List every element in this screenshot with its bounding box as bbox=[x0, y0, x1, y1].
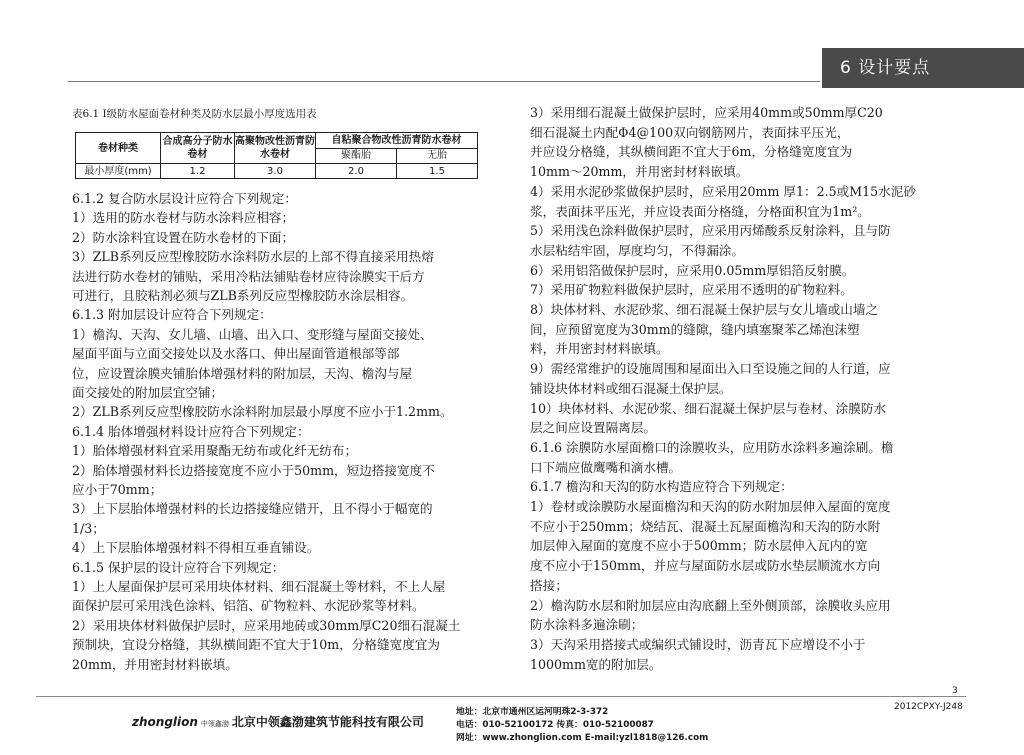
text-line: 5）采用浅色涂料做保护层时，应采用丙烯酸系反射涂料，且与防 bbox=[530, 223, 891, 239]
logo-wordmark: zhonglion bbox=[132, 715, 198, 729]
text-line: 4）采用水泥砂浆做保护层时，应采用20mm 厚1：2.5或M15水泥砂 bbox=[530, 183, 916, 199]
text-line: 9）需经常维护的设施周围和屋面出入口至设施之间的人行道，应 bbox=[530, 361, 891, 377]
text-line: 20mm，并用密封材料嵌填。 bbox=[72, 656, 238, 672]
text-line: 料，并用密封材料嵌填。 bbox=[530, 341, 669, 357]
text-line: 6.1.2 复合防水层设计应符合下列规定： bbox=[72, 191, 297, 206]
text-line: 10mm～20mm，并用密封材料嵌填。 bbox=[530, 164, 749, 180]
text-line: 4）上下层胎体增强材料不得相互垂直铺设。 bbox=[72, 540, 320, 556]
text-line: 屋面平面与立面交接处以及水落口、伸出屋面管道根部等部 bbox=[72, 346, 400, 362]
text-line: 1/3； bbox=[72, 520, 105, 536]
footer-web: 网址：www.zhonglion.com E-mail:yzl1818@126.com bbox=[456, 733, 709, 743]
text-line: 细石混凝土内配Φ4@100双向钢筋网片，表面抹平压光， bbox=[530, 124, 850, 140]
text-line: 3）上下层胎体增强材料的长边搭接缝应错开，且不得小于幅宽的 bbox=[72, 501, 433, 517]
thickness-table bbox=[75, 132, 478, 179]
page-number: 3 bbox=[952, 686, 958, 696]
text-line: 2）ZLB系列反应型橡胶防水涂料附加层最小厚度不应小于1.2mm。 bbox=[72, 404, 453, 420]
text-line: 6.1.3 附加层设计应符合下列规定： bbox=[72, 307, 272, 323]
text-line: 位，应设置涂膜夹铺胎体增强材料的附加层，天沟、檐沟与屋 bbox=[72, 365, 413, 381]
text-line: 面保护层可采用浅色涂料、铝箔、矿物粒料、水泥砂浆等材料。 bbox=[72, 598, 425, 614]
cell-nobase: 1.5 bbox=[397, 164, 478, 179]
text-line: 3）ZLB系列反应型橡胶防水涂料防水层的上部不得直接采用热熔 bbox=[72, 249, 434, 265]
text-line: 1）檐沟、天沟、女儿墙、山墙、出入口、变形缝与屋面交接处、 bbox=[72, 326, 433, 342]
document-code: 2012CPXY-J248 bbox=[894, 702, 963, 712]
logo-small-text: 中领鑫渤 bbox=[200, 720, 229, 728]
cell-polyester: 2.0 bbox=[316, 164, 397, 179]
section-tab: 6 设计要点 bbox=[822, 48, 1024, 88]
text-line: 3）采用细石混凝土做保护层时，应采用40mm或50mm厚C20 bbox=[530, 105, 883, 120]
text-line: 6.1.6 涂膜防水屋面檐口的涂膜收头，应用防水涂料多遍涂刷。檐 bbox=[530, 439, 894, 455]
text-line: 10）块体材料、水泥砂浆、细石混凝土保护层与卷材、涂膜防水 bbox=[530, 400, 887, 416]
header-selfadhesive: 自粘聚合物改性沥青防水卷材 bbox=[316, 133, 478, 149]
text-line: 搭接； bbox=[530, 577, 568, 593]
footer-address: 地址：北京市通州区运河明珠2-3-372 bbox=[456, 707, 609, 717]
text-line: 间，应预留宽度为30mm的缝隙，缝内填塞聚苯乙烯泡沫塑 bbox=[530, 321, 860, 337]
text-line: 8）块体材料、水泥砂浆、细石混凝土保护层与女儿墙或山墙之 bbox=[530, 302, 879, 317]
text-line: 浆，表面抹平压光，并应设表面分格缝，分格面积宜为1m²。 bbox=[530, 203, 870, 219]
text-line: 2）防水涂料宜设置在防水卷材的下面； bbox=[72, 229, 295, 245]
text-line: 水层粘结牢固，厚度均匀，不得漏涂。 bbox=[530, 242, 745, 258]
text-line: 2）采用块体材料做保护层时，应采用地砖或30mm厚C20细石混凝土 bbox=[72, 617, 461, 633]
header-modified: 高聚物改性沥青防水卷材 bbox=[235, 133, 316, 164]
text-line: 不应小于250mm；烧结瓦、混凝土瓦屋面檐沟和天沟的防水附 bbox=[530, 518, 881, 534]
text-line: 预制块，宜设分格缝，其纵横间距不宜大于10m，分格缝宽度宜为 bbox=[72, 637, 440, 653]
text-line: 度不应小于150mm，并应与屋面防水层或防水垫层顺流水方向 bbox=[530, 558, 881, 574]
text-line: 1000mm宽的附加层。 bbox=[530, 656, 662, 672]
company-logo bbox=[132, 713, 424, 730]
text-line: 6.1.4 胎体增强材料设计应符合下列规定： bbox=[72, 423, 310, 439]
text-line: 2）檐沟防水层和附加层应由沟底翻上至外侧顶部，涂膜收头应用 bbox=[530, 597, 891, 613]
header-nobase: 无胎 bbox=[397, 148, 478, 164]
text-line: 6.1.7 檐沟和天沟的防水构造应符合下列规定： bbox=[530, 479, 793, 495]
footer-phone: 电话：010-52100172 传真：010-52100087 bbox=[456, 720, 654, 730]
text-line: 6）采用铝箔做保护层时，应采用0.05mm厚铝箔反射膜。 bbox=[530, 262, 855, 278]
text-line: 铺设块体材料或细石混凝土保护层。 bbox=[530, 380, 732, 396]
header-polyester: 聚酯胎 bbox=[316, 148, 397, 164]
text-line: 并应设分格缝，其纵横间距不宜大于6m，分格缝宽度宜为 bbox=[530, 144, 853, 160]
text-line: 3）天沟采用搭接式或编织式铺设时，沥青瓦下应增设不小于 bbox=[530, 636, 866, 652]
header-rule bbox=[68, 81, 820, 82]
company-name: 北京中领鑫渤建筑节能科技有限公司 bbox=[231, 715, 424, 729]
header-type: 卷材种类 bbox=[76, 133, 161, 164]
text-line: 加层伸入屋面的宽度不应小于500mm；防水层伸入瓦内的宽 bbox=[530, 538, 868, 554]
text-line: 应小于70mm； bbox=[72, 482, 163, 497]
cell-polymer: 1.2 bbox=[161, 164, 235, 179]
cell-modified: 3.0 bbox=[235, 164, 316, 179]
table-caption: 表6.1 I级防水屋面卷材种类及防水层最小厚度选用表 bbox=[72, 108, 317, 120]
footer-rule bbox=[36, 696, 966, 697]
header-polymer: 合成高分子防水卷材 bbox=[161, 133, 235, 164]
text-line: 面交接处的附加层宜空铺； bbox=[72, 385, 224, 400]
text-line: 法进行防水卷材的铺贴，采用冷粘法铺贴卷材应待涂膜实干后方 bbox=[72, 268, 425, 284]
text-line: 1）上人屋面保护层可采用块体材料、细石混凝土等材料，不上人屋 bbox=[72, 579, 446, 594]
text-line: 6.1.5 保护层的设计应符合下列规定： bbox=[72, 559, 285, 575]
text-line: 层之间应设置隔离层。 bbox=[530, 420, 656, 436]
text-line: 7）采用矿物粒料做保护层时，应采用不透明的矿物粒料。 bbox=[530, 282, 853, 298]
text-line: 口下端应做鹰嘴和滴水槽。 bbox=[530, 459, 682, 475]
text-line: 1）选用的防水卷材与防水涂料应相容； bbox=[72, 210, 295, 226]
text-line: 1）卷材或涂膜防水屋面檐沟和天沟的防水附加层伸入屋面的宽度 bbox=[530, 499, 891, 514]
text-line: 1）胎体增强材料宜采用聚酯无纺布或化纤无纺布； bbox=[72, 443, 358, 459]
row-label: 最小厚度(mm) bbox=[76, 164, 161, 179]
text-line: 2）胎体增强材料长边搭接宽度不应小于50mm，短边搭接宽度不 bbox=[72, 462, 435, 478]
text-line: 防水涂料多遍涂刷； bbox=[530, 617, 644, 633]
text-line: 可进行，且胶粘剂必须与ZLB系列反应型橡胶防水涂层相容。 bbox=[72, 288, 414, 303]
